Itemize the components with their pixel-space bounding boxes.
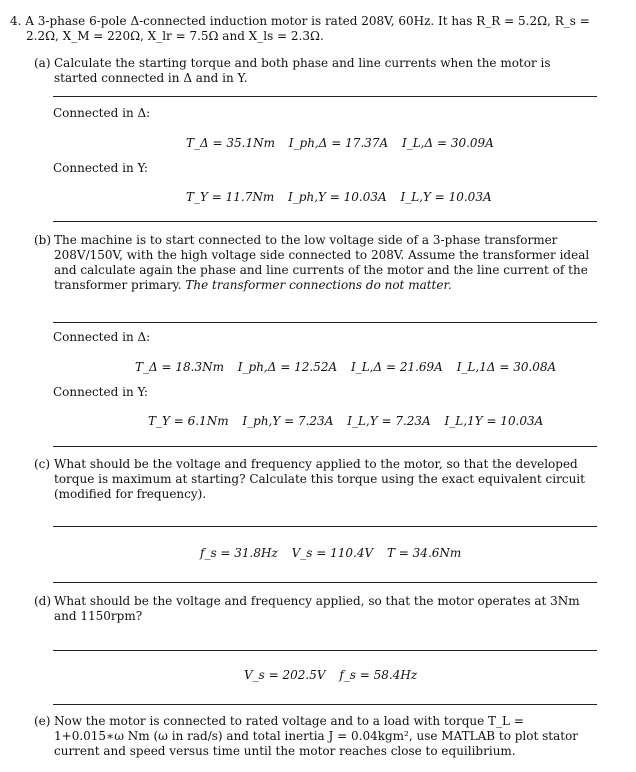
- part-d-answer: [244, 668, 427, 683]
- part-a-answer-delta: [186, 136, 504, 151]
- answer-item: f_s = 58.4Hz: [339, 668, 418, 682]
- part-c-text: What should be the voltage and frequency applied to the motor, so that the developed torque is maximum at starting? Calculate this torque using the exact equivalent circuit (modified for frequency).: [54, 457, 585, 501]
- part-c-letter: (c): [34, 457, 51, 471]
- problem-statement: [10, 14, 620, 44]
- answer-item: T_Δ = 35.1Nm: [186, 136, 275, 150]
- part-b-answer-y: [148, 414, 553, 429]
- answer-item: I_ph,Δ = 12.52A: [237, 360, 338, 374]
- part-e-letter: (e): [34, 714, 51, 728]
- part-e-text: Now the motor is connected to rated voltage and to a load with torque T_L = 1+0.015∗ω Nm (ω in rad/s) and total inertia J = 0.04kgm², use MATLAB to plot stator current and speed versus time until the motor reaches close to equilibrium.: [54, 714, 579, 758]
- part-a-answer-y: [186, 190, 502, 205]
- part-b: [34, 233, 594, 293]
- answer-item: I_L,Δ = 30.09A: [401, 136, 494, 150]
- part-a-letter: (a): [34, 56, 51, 70]
- answer-rule: [53, 526, 597, 527]
- part-a-label-y: Connected in Y:: [53, 161, 148, 175]
- part-e: [34, 714, 594, 759]
- answer-item: I_L,Δ = 21.69A: [350, 360, 443, 374]
- answer-rule: [53, 446, 597, 447]
- part-b-text: The machine is to start connected to the low voltage side of a 3-phase transformer 208V/150V, with the high voltage side connected to 208V. Assume the transformer ideal and calculate again the phase and line currents of the motor and the line current of the transformer primary.: [54, 233, 590, 292]
- answer-item: I_ph,Y = 7.23A: [242, 414, 334, 428]
- part-d: [34, 594, 594, 624]
- answer-item: T_Y = 11.7Nm: [186, 190, 275, 204]
- part-a: [34, 56, 594, 86]
- part-b-answer-delta: [135, 360, 566, 375]
- part-c-answer: [200, 546, 471, 561]
- answer-rule: [53, 322, 597, 323]
- answer-item: I_L,Y = 10.03A: [400, 190, 492, 204]
- part-b-letter: (b): [34, 233, 52, 247]
- answer-rule: [53, 582, 597, 583]
- answer-item: f_s = 31.8Hz: [200, 546, 278, 560]
- answer-rule: [53, 650, 597, 651]
- answer-item: I_ph,Δ = 17.37A: [288, 136, 389, 150]
- problem-line-1: A 3-phase 6-pole Δ-connected induction motor is rated 208V, 60Hz. It has R_R = 5.2Ω, R_s =: [25, 14, 590, 28]
- problem-number: 4.: [10, 14, 22, 28]
- part-a-text: Calculate the starting torque and both phase and line currents when the motor is started connected in Δ and in Y.: [54, 56, 551, 85]
- answer-item: T_Δ = 18.3Nm: [135, 360, 224, 374]
- answer-item: T = 34.6Nm: [386, 546, 462, 560]
- part-d-letter: (d): [34, 594, 52, 608]
- answer-item: V_s = 110.4V: [291, 546, 374, 560]
- part-b-label-delta: Connected in Δ:: [53, 330, 151, 344]
- answer-rule: [53, 704, 597, 705]
- answer-item: I_L,Y = 7.23A: [347, 414, 431, 428]
- part-c: [34, 457, 594, 502]
- part-b-italic-note: The transformer connections do not matter.: [185, 278, 452, 292]
- answer-item: V_s = 202.5V: [244, 668, 326, 682]
- answer-item: T_Y = 6.1Nm: [148, 414, 229, 428]
- answer-rule: [53, 221, 597, 222]
- part-a-label-delta: Connected in Δ:: [53, 106, 151, 120]
- answer-item: I_ph,Y = 10.03A: [288, 190, 387, 204]
- problem-line-2: 2.2Ω, X_M = 220Ω, X_lr = 7.5Ω and X_ls = 2.3Ω.: [26, 29, 324, 43]
- answer-item: I_L,1Δ = 30.08A: [456, 360, 557, 374]
- answer-item: I_L,1Y = 10.03A: [444, 414, 544, 428]
- answer-rule: [53, 96, 597, 97]
- part-d-text: What should be the voltage and frequency applied, so that the motor operates at 3Nm and 1150rpm?: [54, 594, 580, 623]
- part-b-label-y: Connected in Y:: [53, 385, 148, 399]
- part-b-text-block: [54, 233, 594, 293]
